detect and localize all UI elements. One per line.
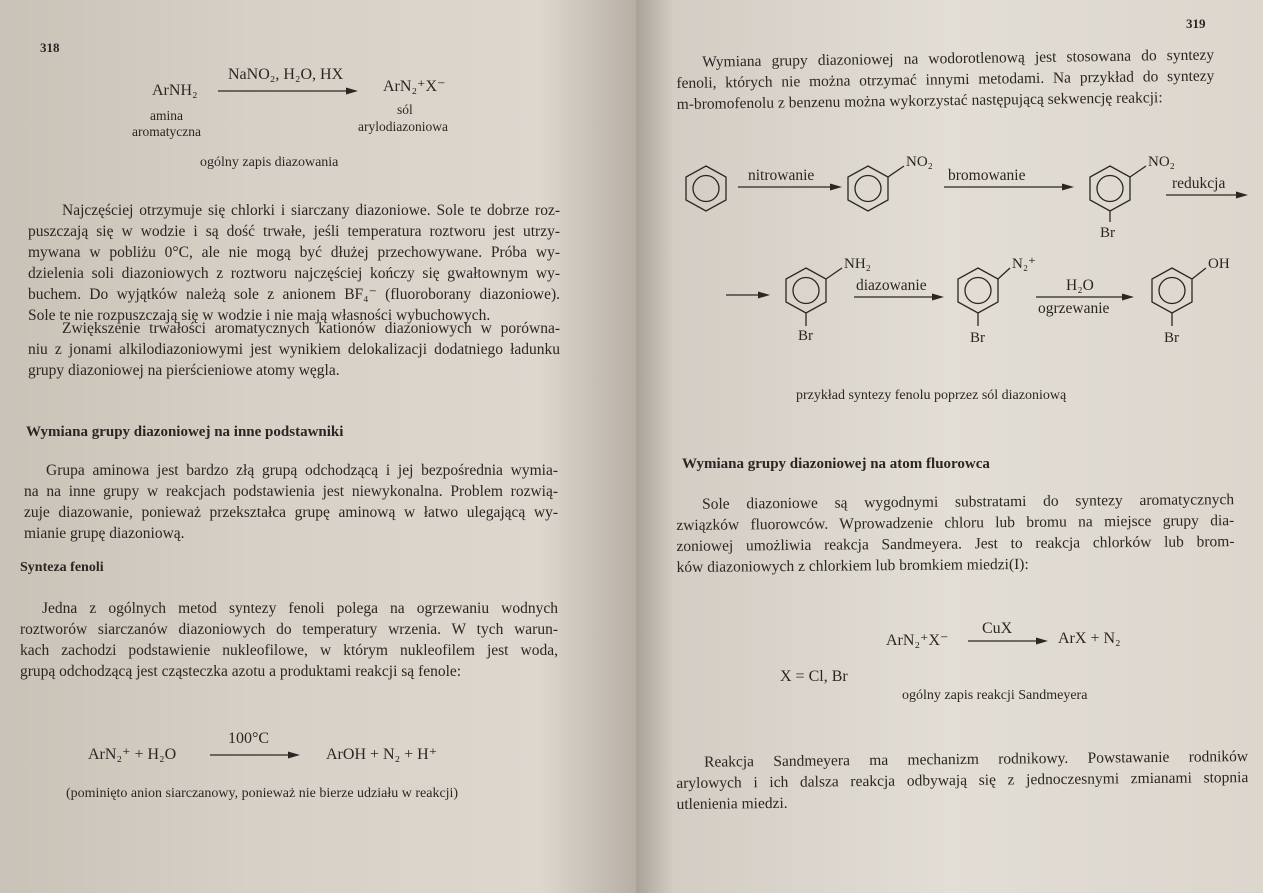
text-line: m-bromofenolu z benzenu można wykorzystać następującą sekwencję reakcji: bbox=[676, 89, 1163, 113]
substituent-label: OH bbox=[1208, 256, 1230, 272]
page-number: 319 bbox=[1186, 16, 1206, 31]
text-line: ków diazoniowych z chlorkiem lub bromkiem miedzi(I): bbox=[676, 555, 1029, 576]
text-line: Grupa aminowa jest bardzo złą grupą odchodzącą i jej bezpośrednia wymia- bbox=[46, 462, 558, 479]
subsection-heading: Synteza fenoli bbox=[20, 560, 104, 575]
reaction-arrow bbox=[218, 86, 360, 96]
equation-rhs: ArX + N₂ bbox=[1058, 630, 1121, 647]
equation-note: (pominięto anion siarczanowy, ponieważ nie bierze udziału w reakcji) bbox=[66, 786, 459, 801]
paragraph bbox=[28, 200, 560, 326]
text-line: fenoli, których nie można otrzymać innymi metodami. Na przykład do syntezy bbox=[676, 67, 1215, 92]
substituent-label: Br bbox=[798, 328, 813, 344]
text-line: Wymiana grupy diazoniowej na wodorotlenową jest stosowana do syntezy bbox=[702, 46, 1215, 71]
text-line: grupy diazoniowej na pierścieniowe atomy węgla. bbox=[28, 362, 340, 379]
step-label-diazotization: diazowanie bbox=[856, 277, 927, 294]
reagents: NaNO₂, H₂O, HX bbox=[228, 66, 344, 83]
text-line: zoniowej umożliwia reakcja Sandmeyera. Jest to reakcja chlorków lub brom- bbox=[676, 533, 1235, 555]
step-label-nitration: nitrowanie bbox=[748, 167, 815, 184]
equation-lhs: ArN₂⁺ + H₂O bbox=[88, 746, 177, 763]
section-heading: Wymiana grupy diazoniowej na atom fluorowca bbox=[682, 456, 990, 472]
text-line: niu z jonami alkilodiazoniowymi jest wynikiem delokalizacji dodatniego ładunku bbox=[28, 341, 560, 358]
text-line: utlenienia miedzi. bbox=[676, 794, 788, 813]
text-line: Zwiększenie trwałości aromatycznych kationów diazoniowych w porówna- bbox=[62, 320, 560, 337]
text-line: mianie grupę diazoniową. bbox=[24, 525, 185, 542]
text-line: na na inne grupy w reakcjach podstawienia jest niewykonalna. Problem rozwią- bbox=[24, 483, 558, 500]
benzene-ring bbox=[686, 166, 726, 211]
scheme-caption: przykład syntezy fenolu poprzez sól diazoniową bbox=[796, 388, 1067, 403]
paragraph bbox=[676, 44, 1215, 115]
step-label-water: H₂O bbox=[1066, 277, 1094, 294]
equation-caption: ogólny zapis diazowania bbox=[200, 155, 339, 170]
equation-condition: X = Cl, Br bbox=[780, 668, 848, 685]
equation-caption: ogólny zapis reakcji Sandmeyera bbox=[902, 688, 1088, 703]
substituent-label: Br bbox=[970, 330, 985, 346]
text-line: arylowych i ich dalsza reakcja odbywają się z jednoczesnymi zmianami stopnia bbox=[676, 769, 1249, 792]
text-line: dzielenia soli diazoniowych z roztworu najczęściej kończy się gwałtownym wy- bbox=[28, 265, 560, 282]
substituent-label: NH₂ bbox=[844, 256, 871, 272]
substituent-label: NO₂ bbox=[1148, 154, 1175, 170]
text-line: puszczają się w wodzie i są dość trwałe, jeśli temperatura roztworu jest utrzy- bbox=[28, 223, 560, 240]
text-line: zuje diazowanie, ponieważ przekształca grupę aminową w łatwo ulegającą wy- bbox=[24, 504, 558, 521]
text-line: grupą odchodzącą jest cząsteczka azotu a produktami reakcji są fenole: bbox=[20, 663, 462, 680]
paragraph bbox=[676, 489, 1235, 578]
text-line: kach zachodzi podstawienie nukleofilowe, w którym nukleofilem jest woda, bbox=[20, 642, 558, 659]
text-line: mywana w pobliżu 0°C, ale nie mogą być dłużej przechowywane. Próba wy- bbox=[28, 244, 560, 261]
step-label-bromination: bromowanie bbox=[948, 167, 1026, 184]
substituent-label: Br bbox=[1100, 225, 1115, 241]
product-label: arylodiazoniowa bbox=[358, 119, 448, 134]
step-label-heating: ogrzewanie bbox=[1038, 300, 1110, 317]
text-line: Jedna z ogólnych metod syntezy fenoli polega na ogrzewaniu wodnych bbox=[42, 600, 558, 617]
step-label-reduction: redukcja bbox=[1172, 175, 1226, 192]
paragraph bbox=[24, 460, 558, 544]
paragraph bbox=[676, 746, 1249, 815]
product: ArN₂⁺X⁻ bbox=[383, 78, 446, 95]
substituent-label: Br bbox=[1164, 330, 1179, 346]
section-heading: Wymiana grupy diazoniowej na inne podstawniki bbox=[26, 424, 344, 440]
text-line: Sole te nie rozpuszczają się w wodzie i nie mają własności wybuchowych. bbox=[28, 307, 491, 324]
text-line: roztworów siarczanów diazoniowych do temperatury wrzenia. W tych warun- bbox=[20, 621, 558, 638]
text-line: związków fluorowców. Wprowadzenie chloru lub bromu na miejsce grupy dia- bbox=[676, 512, 1235, 534]
text-line: Sole diazoniowe są wygodnymi substratami do syntezy aromatycznych bbox=[702, 491, 1235, 513]
text-line: Reakcja Sandmeyera ma mechanizm rodnikowy. Powstawanie rodników bbox=[704, 748, 1249, 771]
paragraph bbox=[28, 318, 560, 381]
equation-rhs: ArOH + N₂ + H⁺ bbox=[326, 746, 438, 763]
page-number: 318 bbox=[40, 40, 60, 55]
paragraph bbox=[20, 598, 558, 682]
substituent-label: N₂⁺ bbox=[1012, 256, 1036, 272]
reaction-arrow bbox=[968, 636, 1050, 646]
reactant-label: aromatyczna bbox=[132, 124, 201, 139]
equation-condition: 100°C bbox=[228, 730, 270, 747]
right-page bbox=[636, 0, 1263, 893]
substituent-label: NO₂ bbox=[906, 154, 933, 170]
text-line: buchem. Do wyjątków należą sole z anionem BF₄⁻ (fluoroborany diazoniowe). bbox=[28, 286, 560, 303]
reactant-label: amina bbox=[150, 108, 183, 123]
product-label: sól bbox=[397, 102, 413, 117]
equation-reagent: CuX bbox=[982, 620, 1013, 637]
reaction-arrow bbox=[210, 750, 302, 760]
text-line: Najczęściej otrzymuje się chlorki i siarczany diazoniowe. Sole te dobrze roz- bbox=[62, 202, 560, 219]
synthesis-scheme bbox=[676, 140, 1256, 365]
reactant: ArNH₂ bbox=[152, 82, 198, 99]
equation-lhs: ArN₂⁺X⁻ bbox=[886, 632, 949, 649]
